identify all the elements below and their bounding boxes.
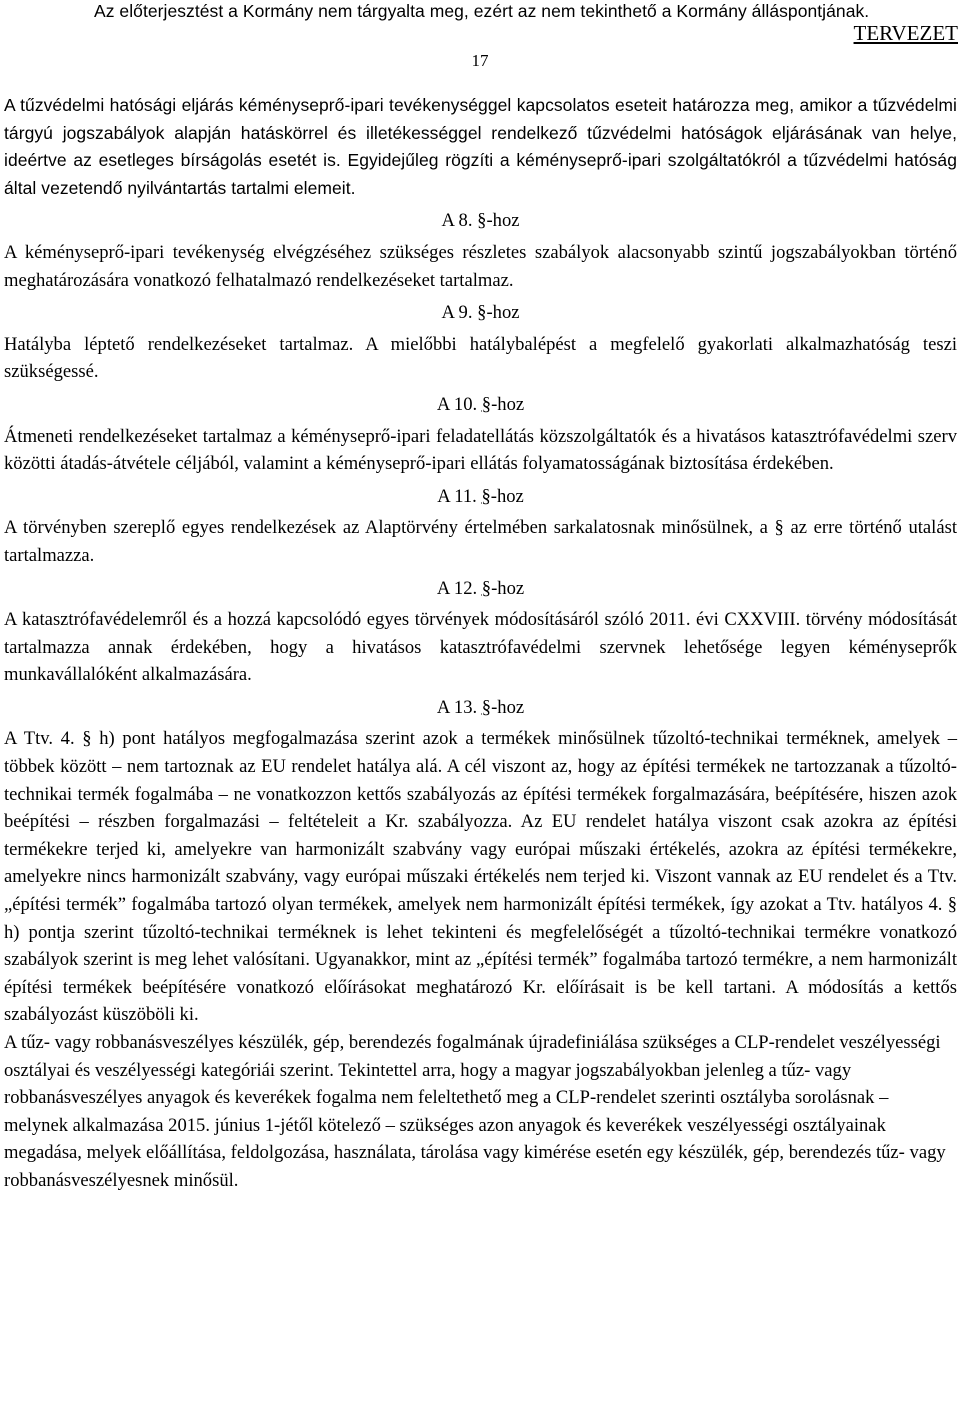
- heading-suffix: -hoz: [486, 302, 520, 324]
- page-number: 17: [471, 51, 489, 70]
- intro-paragraph: [4, 92, 957, 202]
- section-symbol: §: [481, 485, 491, 507]
- intro-text-2: Egyidejűleg rögzíti a kéményseprő-ipari szolgáltatókról a tűzvédelmi hatóság által vezetendő nyilvántartás tartalmi elemeit.: [4, 150, 957, 198]
- heading-suffix: -hoz: [491, 577, 525, 599]
- intro-text-1: A tűzvédelmi hatósági eljárás kéményseprő-ipari tevékenységgel kapcsolatos eseteit határozza meg, amikor a tűzvédelmi tárgyú jogszabályok alapján hatáskörrel és illetékességgel rendelkező tűzvédelmi hatóságok eljárásának van helye, ideértve az esetleges bírságolás esetét is.: [4, 95, 957, 171]
- section-symbol: §: [477, 302, 487, 324]
- section-symbol: §: [481, 393, 492, 415]
- section-heading-10: [4, 386, 957, 423]
- section-heading-13: [4, 689, 957, 726]
- heading-suffix: -hoz: [491, 696, 525, 718]
- section-13-text: A Ttv. 4. § h) pont hatályos megfogalmazása szerint azok a termékek minősülnek tűzoltó-technikai terméknek, amelyek – többek között – nem tartoznak az EU rendelet hatálya alá. A cél viszont az, hogy az építési termékek ne tartozzanak a tűzoltó-technikai termék fogalmába – ne vonatkozzon kettős szabályozás az építési termékek forgalmazására, beépítésére, hiszen azok beépítési – részben forgalmazási – feltételeit a Kr. szabályozza. Az EU rendelet hatálya viszont csak azokra az építési termékekre terjed ki, amelyekre van harmonizált szabvány vagy európai műszaki értékelés, azokra az építési termékekre, amelyekre nincs harmonizált szabvány, vagy európai műszaki értékelés nem terjed ki. Viszont vannak az EU rendelet és a Ttv. „építési termék” fogalmába tartozó olyan termékek, amelyek nem harmonizált építési termékek, így azokat a Ttv. hatályos 4. § h) pontja szerint tűzoltó-technikai terméknek is lehet tekinteni és megfelelőségét a tűzoltó-technikai termékre vonatkozó szabályok szerint is meg lehet valósítani. Ugyanakkor, mint az „építési termék” fogalmába tartozó termékre, a nem harmonizált építési termékek beépítésére vonatkozó előírásokat meghatározó Kr. előírásait is be kell tartani. A módosítás a kettős szabályozást küszöböli ki.: [4, 728, 957, 1026]
- heading-prefix: A 11.: [437, 485, 477, 507]
- section-10-text: Átmeneti rendelkezéseket tartalmaz a kéményseprő-ipari feladatellátás közszolgáltatók és a hivatásos katasztrófavédelmi szerv közötti átadás-átvétele céljából, valamint a kéményseprő-ipari ellátás folyamatosságának biztosítása érdekében.: [4, 425, 957, 475]
- heading-prefix: A 9.: [441, 302, 473, 324]
- section-13-text-2: A tűz- vagy robbanásveszélyes készülék, gép, berendezés fogalmának újradefiniálása szükséges a CLP-rendelet veszélyességi osztályai és veszélyességi kategóriái szerint. Tekintettel arra, hogy a magyar jogszabályokban jelenleg a tűz- vagy robbanásveszélyes anyagok és keverékek fogalma nem feleltethető meg a CLP-rendelet szerinti osztályba sorolásnak – melynek alkalmazása 2015. június 1-jétől kötelező – szükséges azon anyagok és keverékek veszélyességi osztályainak megadása, melyek előállítása, feldolgozása, használata, tárolása vagy kimérése esetén egy készülék, gép, berendezés tűz- vagy robbanásveszélyesnek minősül.: [4, 1032, 946, 1191]
- section-heading-8: [4, 202, 957, 239]
- heading-prefix: A 10.: [436, 393, 478, 415]
- heading-prefix: A 12.: [436, 577, 478, 599]
- heading-suffix: -hoz: [490, 485, 524, 507]
- section-symbol: §: [481, 696, 492, 718]
- section-heading-11: [4, 478, 957, 515]
- draft-label: TERVEZET: [853, 21, 958, 45]
- section-symbol: §: [477, 210, 487, 232]
- section-heading-9: [4, 294, 957, 331]
- heading-prefix: A 13.: [436, 696, 478, 718]
- section-11-text: A törvényben szereplő egyes rendelkezések az Alaptörvény értelmében sarkalatosnak minősülnek, a § az erre történő utalást tartalmazza.: [4, 517, 957, 566]
- heading-prefix: A 8.: [441, 210, 473, 232]
- section-9-text: Hatályba léptető rendelkezéseket tartalmaz. A mielőbbi hatálybalépést a megfelelő gyakorlati alkalmazhatóság teszi szükségessé.: [4, 333, 957, 383]
- section-heading-12: [4, 570, 957, 607]
- disclaimer-header: Az előterjesztést a Kormány nem tárgyalta meg, ezért az nem tekinthető a Kormány álláspontjának.: [94, 1, 870, 21]
- document-body: [4, 92, 957, 1195]
- section-symbol: §: [481, 577, 492, 599]
- section-12-text: A katasztrófavédelemről és a hozzá kapcsolódó egyes törvények módosításáról szóló 2011. évi CXXVIII. törvény módosítását tartalmazza annak érdekében, hogy a hivatásos katasztrófavédelmi szervnek lehetősége legyen kéményseprők munkavállalóként alkalmazására.: [4, 609, 957, 686]
- heading-suffix: -hoz: [491, 393, 525, 415]
- section-8-text: A kéményseprő-ipari tevékenység elvégzéséhez szükséges részletes szabályok alacsonyabb szintű jogszabályokban történő meghatározására vonatkozó felhatalmazó rendelkezéseket tartalmaz.: [4, 241, 957, 291]
- heading-suffix: -hoz: [486, 210, 520, 232]
